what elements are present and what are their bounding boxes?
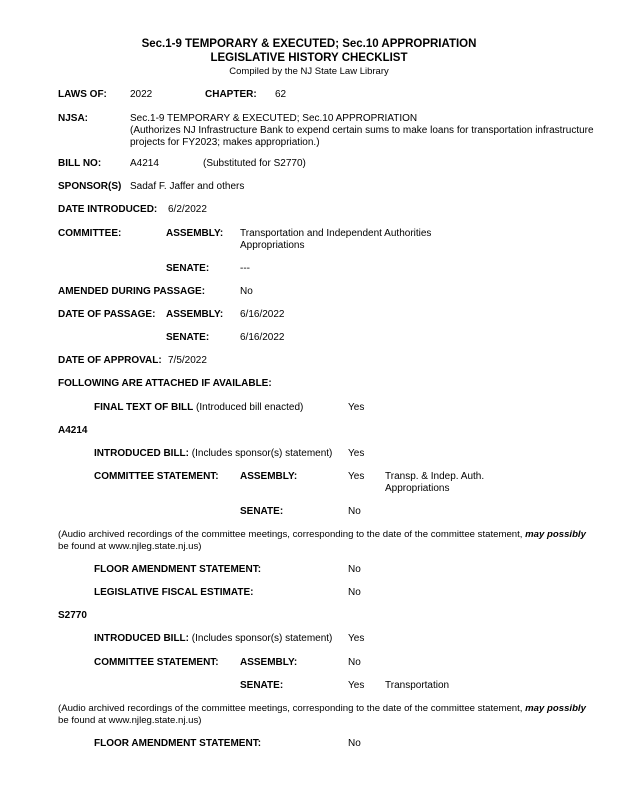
date-of-passage-label: DATE OF PASSAGE:: [58, 309, 156, 320]
njsa-value-line3: projects for FY2023; makes appropriation.): [130, 137, 320, 148]
laws-of-label: LAWS OF:: [58, 89, 107, 100]
a4214-assembly-committee-line2: Appropriations: [385, 483, 450, 494]
passage-assembly-label: ASSEMBLY:: [166, 309, 224, 320]
a4214-assembly-committee-line1: Transp. & Indep. Auth.: [385, 471, 485, 482]
committee-label: COMMITTEE:: [58, 228, 122, 239]
bill-substitution-note: (Substituted for S2770): [203, 158, 306, 169]
s2770-audio-note-text: (Audio archived recordings of the committee meetings, corresponding to the date of the committee statement,: [58, 703, 526, 714]
document-title-line1: Sec.1-9 TEMPORARY & EXECUTED; Sec.10 APPROPRIATION: [141, 38, 477, 50]
committee-assembly-line2: Appropriations: [240, 240, 305, 251]
date-introduced-value: 6/2/2022: [168, 204, 207, 215]
committee-assembly-line1: Transportation and Independent Authorities: [240, 228, 432, 239]
a4214-introduced-value: Yes: [348, 448, 365, 459]
a4214-senate-value: No: [348, 506, 361, 517]
s2770-introduced-row: [94, 633, 332, 645]
a4214-introduced-note: (Includes sponsor(s) statement): [191, 448, 333, 459]
a4214-fiscal-label: LEGISLATIVE FISCAL ESTIMATE:: [94, 587, 254, 598]
passage-senate-value: 6/16/2022: [240, 332, 285, 343]
a4214-committee-statement-label: COMMITTEE STATEMENT:: [94, 471, 219, 482]
s2770-audio-note-emphasis: may possibly: [525, 703, 586, 714]
sponsors-label: SPONSOR(S): [58, 181, 122, 192]
passage-senate-label: SENATE:: [166, 332, 210, 343]
a4214-fiscal-value: No: [348, 587, 361, 598]
s2770-assembly-value: No: [348, 657, 361, 668]
final-text-label: FINAL TEXT OF BILL: [94, 402, 194, 413]
a4214-senate-label: SENATE:: [240, 506, 284, 517]
s2770-introduced-label: INTRODUCED BILL:: [94, 633, 189, 644]
s2770-committee-statement-label: COMMITTEE STATEMENT:: [94, 657, 219, 668]
document-title-line2: LEGISLATIVE HISTORY CHECKLIST: [210, 52, 408, 64]
a4214-floor-value: No: [348, 564, 361, 575]
sponsors-value: Sadaf F. Jaffer and others: [130, 181, 245, 192]
a4214-audio-note-line2: be found at www.njleg.state.nj.us): [58, 541, 202, 552]
s2770-introduced-value: Yes: [348, 633, 365, 644]
s2770-audio-note-line1: [58, 703, 586, 715]
bill-no-value: A4214: [130, 158, 159, 169]
s2770-heading: S2770: [58, 610, 87, 621]
chapter-value: 62: [275, 89, 287, 100]
bill-no-label: BILL NO:: [58, 158, 102, 169]
final-text-note: (Introduced bill enacted): [196, 402, 304, 413]
a4214-introduced-label: INTRODUCED BILL:: [94, 448, 189, 459]
s2770-introduced-note: (Includes sponsor(s) statement): [191, 633, 333, 644]
njsa-value-line2: (Authorizes NJ Infrastructure Bank to expend certain sums to make loans for transportation infrastructure: [130, 125, 594, 136]
final-text-row: [94, 402, 303, 414]
njsa-label: NJSA:: [58, 113, 89, 124]
attached-heading: FOLLOWING ARE ATTACHED IF AVAILABLE:: [58, 378, 272, 389]
date-of-approval-value: 7/5/2022: [168, 355, 207, 366]
s2770-senate-label: SENATE:: [240, 680, 284, 691]
final-text-value: Yes: [348, 402, 365, 413]
committee-assembly-label: ASSEMBLY:: [166, 228, 224, 239]
committee-senate-value: ---: [240, 263, 250, 274]
s2770-floor-label: FLOOR AMENDMENT STATEMENT:: [94, 738, 262, 749]
s2770-senate-committee: Transportation: [385, 680, 450, 691]
committee-senate-label: SENATE:: [166, 263, 210, 274]
s2770-audio-note-line2: be found at www.njleg.state.nj.us): [58, 715, 202, 726]
a4214-introduced-row: [94, 448, 332, 460]
date-of-approval-label: DATE OF APPROVAL:: [58, 355, 162, 366]
s2770-floor-value: No: [348, 738, 361, 749]
s2770-senate-value: Yes: [348, 680, 365, 691]
njsa-value-line1: Sec.1-9 TEMPORARY & EXECUTED; Sec.10 APPROPRIATION: [130, 113, 418, 124]
a4214-assembly-value: Yes: [348, 471, 365, 482]
compiled-by: Compiled by the NJ State Law Library: [229, 66, 389, 77]
s2770-assembly-label: ASSEMBLY:: [240, 657, 298, 668]
a4214-audio-note-emphasis: may possibly: [525, 529, 586, 540]
laws-of-value: 2022: [130, 89, 153, 100]
amended-value: No: [240, 286, 253, 297]
a4214-assembly-label: ASSEMBLY:: [240, 471, 298, 482]
a4214-heading: A4214: [58, 425, 88, 436]
a4214-audio-note-line1: [58, 529, 586, 541]
a4214-audio-note-text: (Audio archived recordings of the committee meetings, corresponding to the date of the committee statement,: [58, 529, 526, 540]
amended-label: AMENDED DURING PASSAGE:: [58, 286, 206, 297]
chapter-label: CHAPTER:: [205, 89, 257, 100]
a4214-floor-label: FLOOR AMENDMENT STATEMENT:: [94, 564, 262, 575]
date-introduced-label: DATE INTRODUCED:: [58, 204, 158, 215]
passage-assembly-value: 6/16/2022: [240, 309, 285, 320]
